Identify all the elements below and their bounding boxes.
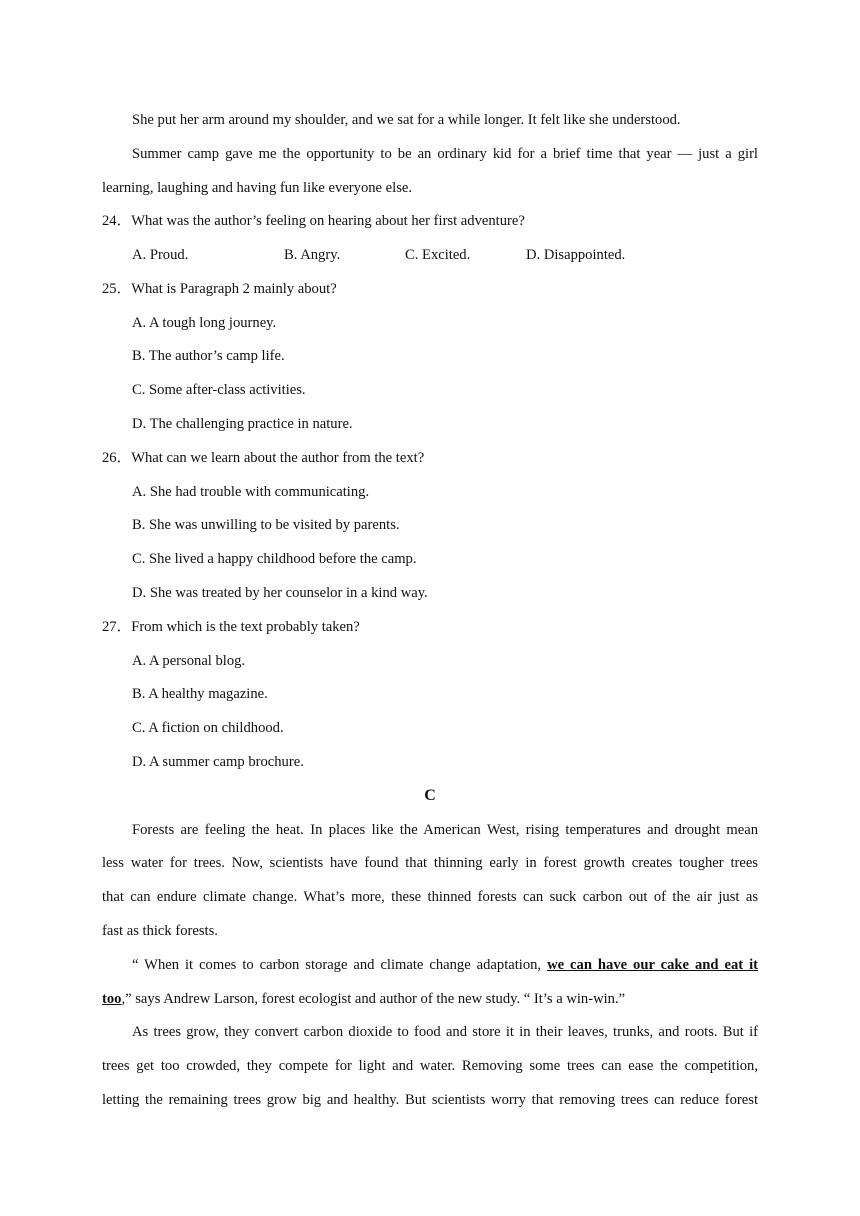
passage-b-paragraph-line: learning, laughing and having fun like everyone else. [102, 180, 413, 196]
question-stem: What was the author’s feeling on hearing about her first adventure? [131, 213, 525, 229]
underlined-phrase: we can have our cake and eat it [547, 957, 758, 973]
option-d: D. She was treated by her counselor in a kind way. [132, 585, 428, 601]
quote-text: “ When it comes to carbon storage and climate change adaptation, [132, 957, 548, 973]
section-c-paragraph-line: less water for trees. Now, scientists have found that thinning early in forest growth creates tougher trees [102, 855, 758, 871]
option-c: C. She lived a happy childhood before the camp. [132, 551, 417, 567]
question-number: 24． [102, 213, 132, 229]
section-c-paragraph-line: fast as thick forests. [102, 923, 218, 939]
section-c-paragraph-line: Forests are feeling the heat. In places like the American West, rising temperatures and drought mean [132, 822, 758, 838]
option-a: A. A tough long journey. [132, 315, 277, 331]
option-b: B. She was unwilling to be visited by parents. [132, 517, 400, 533]
quote-text: ,” says Andrew Larson, forest ecologist and author of the new study. “ It’s a win-win.” [121, 991, 626, 1007]
section-c-heading: C [424, 787, 436, 804]
question-stem: From which is the text probably taken? [131, 619, 360, 635]
option-d: D. The challenging practice in nature. [132, 416, 353, 432]
underlined-phrase: too [102, 991, 122, 1007]
option-a: A. A personal blog. [132, 653, 246, 669]
question-number: 26． [102, 450, 132, 466]
section-c-quote-line [102, 982, 758, 1016]
question-27 [102, 610, 758, 644]
option-c: C. Some after-class activities. [132, 382, 306, 398]
section-c-quote-line [102, 948, 758, 982]
question-26 [102, 441, 758, 475]
section-c-paragraph-line: As trees grow, they convert carbon dioxide to food and store it in their leaves, trunks, and roots. But if [132, 1024, 758, 1040]
question-24-options [102, 238, 758, 272]
option-a: A. Proud. [132, 247, 189, 263]
question-24 [102, 204, 758, 238]
section-c-paragraph-line: letting the remaining trees grow big and healthy. But scientists worry that removing trees can reduce forest [102, 1092, 758, 1108]
option-b: B. A healthy magazine. [132, 686, 268, 702]
passage-b-sentence: She put her arm around my shoulder, and we sat for a while longer. It felt like she understood. [132, 112, 681, 128]
section-c-paragraph-line: trees get too crowded, they compete for light and water. Removing some trees can ease the competition, [102, 1058, 758, 1074]
option-b: B. The author’s camp life. [132, 348, 285, 364]
question-stem: What is Paragraph 2 mainly about? [131, 281, 337, 297]
option-b: B. Angry. [284, 247, 341, 263]
section-c-paragraph-line: that can endure climate change. What’s more, these thinned forests can suck carbon out of the air just as [102, 889, 758, 905]
question-25 [102, 272, 758, 306]
question-stem: What can we learn about the author from the text? [131, 450, 425, 466]
option-a: A. She had trouble with communicating. [132, 484, 370, 500]
option-c: C. Excited. [405, 247, 471, 263]
option-c: C. A fiction on childhood. [132, 720, 284, 736]
passage-b-paragraph-line: Summer camp gave me the opportunity to be an ordinary kid for a brief time that year — just a girl [132, 146, 758, 162]
question-number: 25． [102, 281, 132, 297]
question-number: 27． [102, 619, 132, 635]
option-d: D. Disappointed. [526, 247, 626, 263]
option-d: D. A summer camp brochure. [132, 754, 304, 770]
